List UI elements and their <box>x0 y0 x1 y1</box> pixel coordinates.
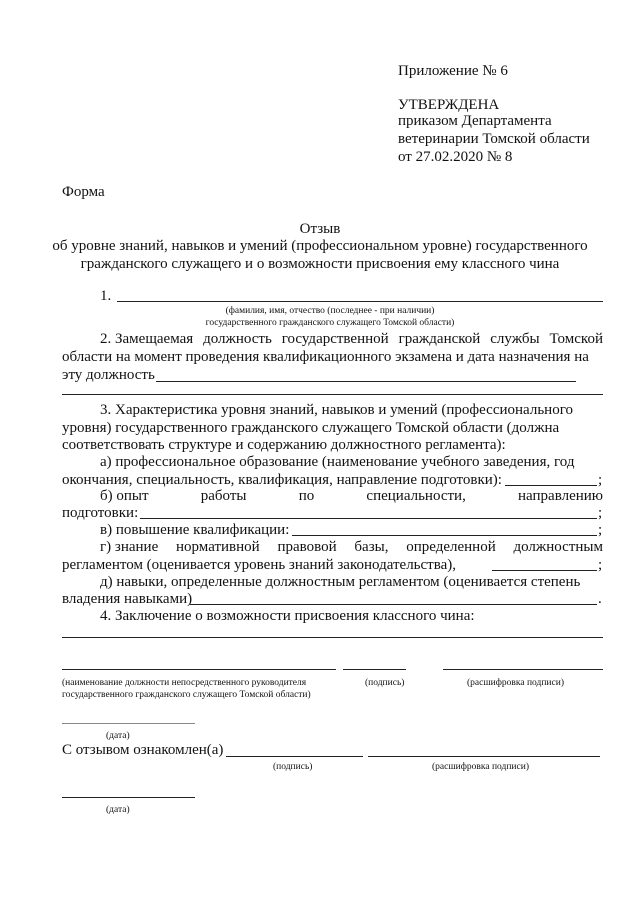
supervisor-date-field[interactable] <box>62 723 195 724</box>
employee-signature-field[interactable] <box>226 756 363 757</box>
acquainted-label: С отзывом ознакомлен(а) <box>62 742 224 758</box>
item-3-line-2: уровня) государственного гражданского служащего Томской области (должна <box>62 420 560 436</box>
fullname-hint-2: государственного гражданского служащего Томской области) <box>205 318 455 328</box>
semicolon-a: ; <box>598 472 603 488</box>
form-label: Форма <box>62 184 105 200</box>
item-3b-line-1: б) опыт работы по специальности, направлению <box>100 488 603 504</box>
supervisor-signature-hint: (подпись) <box>365 678 405 688</box>
period-e: . <box>598 591 602 607</box>
item-3-line-3: соответствовать структуре и содержанию должностного регламента): <box>62 437 506 453</box>
conclusion-field[interactable] <box>62 637 603 638</box>
fullname-hint-1: (фамилия, имя, отчество (последнее - при наличии) <box>225 306 435 316</box>
item-2-line-1: 2. Замещаемая должность государственной гражданской службы Томской <box>100 331 603 347</box>
supervisor-decoding-field[interactable] <box>443 669 603 670</box>
item-4-line-1: 4. Заключение о возможности присвоения классного чина: <box>100 608 475 624</box>
item-2-line-2: области на момент проведения квалификационного экзамена и дата назначения на <box>62 349 589 365</box>
semicolon-d: ; <box>598 557 603 573</box>
employee-decoding-field[interactable] <box>368 756 600 757</box>
supervisor-position-field[interactable] <box>62 669 336 670</box>
item-3e-line-1: д) навыки, определенные должностным регламентом (оценивается степень <box>100 574 581 590</box>
order-line-2: ветеринарии Томской области <box>398 131 590 147</box>
supervisor-decoding-hint: (расшифровка подписи) <box>467 678 564 688</box>
item-3a-line-1: а) профессиональное образование (наименование учебного заведения, год <box>100 454 575 470</box>
item-3a-line-2: окончания, специальность, квалификация, направление подготовки): <box>62 472 502 488</box>
item-2-line-3: эту должность <box>62 367 155 383</box>
order-line-1: приказом Департамента <box>398 113 552 129</box>
approved-label: УТВЕРЖДЕНА <box>398 97 500 113</box>
knowledge-field[interactable] <box>492 570 597 571</box>
title-line-2: об уровне знаний, навыков и умений (профессиональном уровне) государственного <box>52 238 588 254</box>
title-line-1: Отзыв <box>299 221 341 237</box>
employee-date-field[interactable] <box>62 797 195 798</box>
item-3d-line-1: г) знание нормативной правовой базы, определенной должностным <box>100 539 603 555</box>
education-field[interactable] <box>505 485 597 486</box>
employee-date-hint: (дата) <box>106 805 130 815</box>
order-line-3: от 27.02.2020 № 8 <box>398 149 513 165</box>
item-3b-line-2: подготовки: <box>62 505 139 521</box>
item-3d-line-2: регламентом (оценивается уровень знаний законодательства), <box>62 557 457 573</box>
title-line-3: гражданского служащего и о возможности присвоения ему классного чина <box>80 256 560 272</box>
supervisor-signature-field[interactable] <box>343 669 406 670</box>
supervisor-position-hint-2: государственного гражданского служащего Томской области) <box>62 690 311 700</box>
semicolon-b: ; <box>598 505 603 521</box>
position-field-continued[interactable] <box>62 394 603 395</box>
position-field[interactable] <box>156 381 576 382</box>
item-3e-line-2: владения навыками) <box>62 591 193 607</box>
fullname-field[interactable] <box>117 301 603 302</box>
item-3-line-1: 3. Характеристика уровня знаний, навыков и умений (профессионального <box>100 402 573 418</box>
semicolon-c: ; <box>598 522 603 538</box>
supervisor-date-hint: (дата) <box>106 731 130 741</box>
appendix-number: Приложение № 6 <box>398 63 508 79</box>
item-1-number: 1. <box>100 288 112 304</box>
item-3c-line: в) повышение квалификации: <box>100 522 290 538</box>
training-field[interactable] <box>292 535 597 536</box>
supervisor-position-hint-1: (наименование должности непосредственного руководителя <box>62 678 307 688</box>
experience-field[interactable] <box>140 518 597 519</box>
employee-decoding-hint: (расшифровка подписи) <box>432 762 529 772</box>
skills-field[interactable] <box>190 604 597 605</box>
employee-signature-hint: (подпись) <box>273 762 313 772</box>
